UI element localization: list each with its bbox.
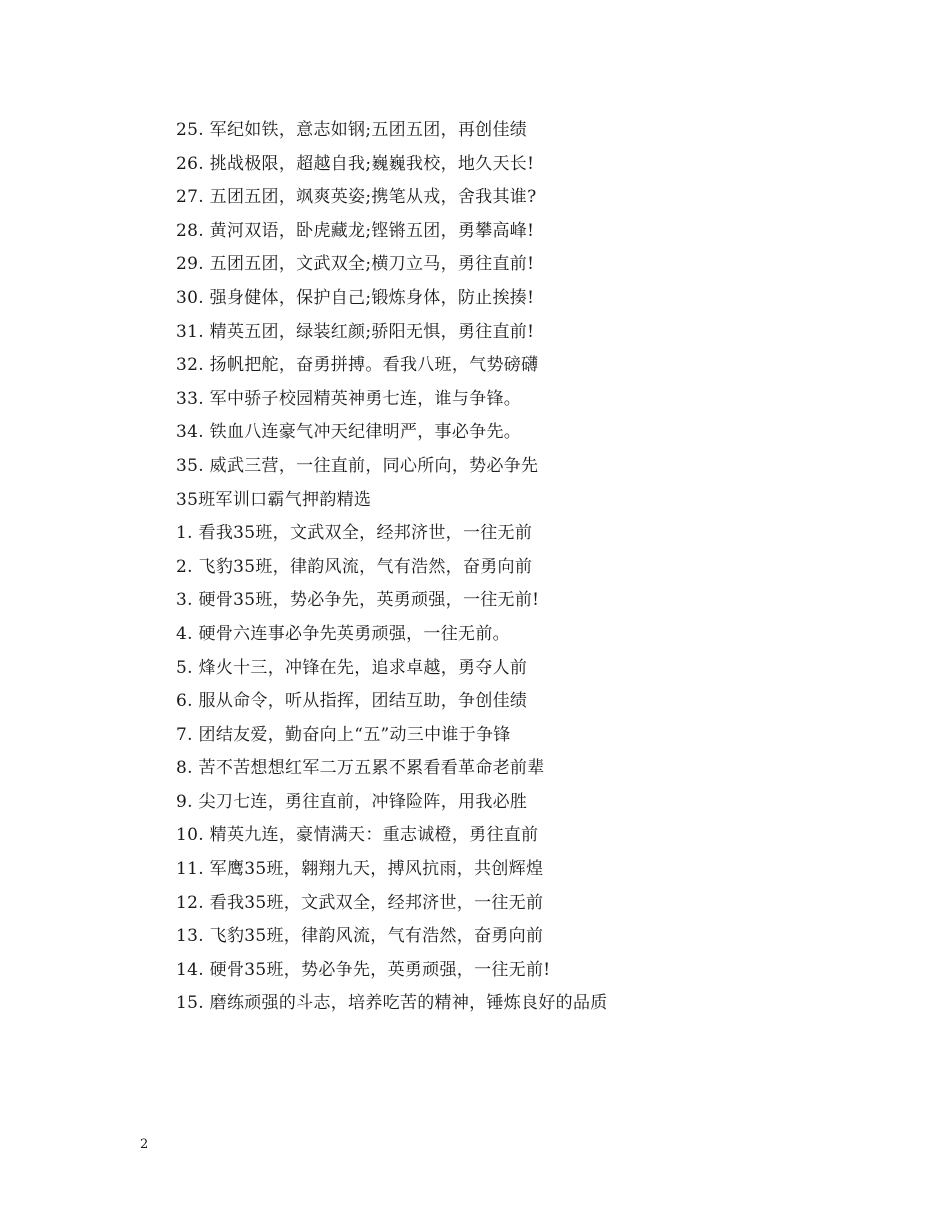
text-line: 29. 五团五团，文武双全;横刀立马，勇往直前!	[176, 254, 535, 275]
text-line: 11. 军鹰35班，翱翔九天，搏风抗雨，共创辉煌	[176, 859, 544, 880]
text-line: 34. 铁血八连豪气冲天纪律明严，事必争先。	[176, 422, 522, 443]
text-line: 9. 尖刀七连，勇往直前，冲锋险阵，用我必胜	[176, 791, 528, 812]
text-line: 28. 黄河双语，卧虎藏龙;铿锵五团，勇攀高峰!	[176, 220, 535, 241]
text-line: 30. 强身健体，保护自己;锻炼身体，防止挨揍!	[176, 287, 535, 308]
text-line: 3. 硬骨35班，势必争先，英勇顽强，一往无前!	[176, 590, 540, 611]
text-line: 25. 军纪如铁，意志如钢;五团五团，再创佳绩	[176, 120, 528, 140]
text-line: 6. 服从命令，听从指挥，团结互助，争创佳绩	[176, 691, 528, 712]
text-line: 14. 硬骨35班，势必争先，英勇顽强，一往无前!	[176, 959, 551, 980]
text-line: 8. 苦不苦想想红军二万五累不累看看革命老前辈	[176, 758, 545, 779]
text-line: 13. 飞豹35班，律韵风流，气有浩然，奋勇向前	[176, 926, 544, 947]
text-line: 7. 团结友爱，勤奋向上“五”动三中谁于争锋	[176, 724, 511, 745]
section-heading: 35班军训口霸气押韵精选	[176, 489, 372, 510]
text-line: 2. 飞豹35班，律韵风流，气有浩然，奋勇向前	[176, 556, 533, 577]
text-line: 26. 挑战极限，超越自我;巍巍我校，地久天长!	[176, 153, 535, 174]
text-line: 10. 精英九连，豪情满天：重志诚橙，勇往直前	[176, 825, 539, 846]
text-line: 5. 烽火十三，冲锋在先，追求卓越，勇夺人前	[176, 657, 528, 678]
text-line: 31. 精英五团，绿装红颜;骄阳无惧，勇往直前!	[176, 321, 535, 342]
text-line: 1. 看我35班，文武双全，经邦济世，一往无前	[176, 523, 533, 544]
page-number: 2	[140, 1137, 149, 1152]
text-line: 15. 磨练顽强的斗志，培养吃苦的精神，锤炼良好的品质	[176, 993, 608, 1014]
text-line: 33. 军中骄子校园精英神勇七连，谁与争锋。	[176, 388, 522, 409]
text-line: 4. 硬骨六连事必争先英勇顽强，一往无前。	[176, 623, 510, 644]
text-line: 27. 五团五团，飒爽英姿;携笔从戎，舍我其谁?	[176, 187, 537, 208]
text-line: 12. 看我35班，文武双全，经邦济世，一往无前	[176, 892, 544, 913]
text-line: 35. 威武三营，一往直前，同心所向，势必争先	[176, 455, 539, 476]
text-line: 32. 扬帆把舵，奋勇拼搏。看我八班，气势磅礴	[176, 355, 539, 376]
document-body	[176, 114, 896, 1021]
